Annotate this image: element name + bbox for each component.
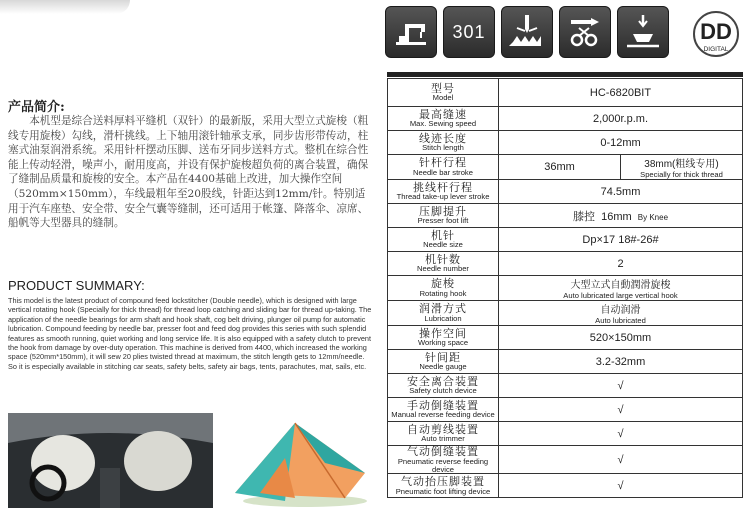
spec-label: 机针 Needle size	[388, 228, 499, 252]
spec-check: √	[499, 474, 743, 498]
spec-value: 膝控 16mm By Knee	[499, 204, 743, 228]
spec-label: 旋梭 Rotating hook	[388, 276, 499, 301]
spec-label: 最高缝速 Max. Sewing speed	[388, 107, 499, 131]
table-row	[388, 131, 743, 155]
summary-en-body: This model is the latest product of compound feed lockstitcher (Double needle), which is designed with large vertical rotating hook (Specially for thick thread) for thread loop catching and sliding bar for thread up-taking. The application of the needle bearings for arm shaft and hook shaft, cog belt driving, plunger oil pump for automatic lubrication. Compound feeding by needle bar, presser foot and feed dog provides this series with such splendid features as smooth running, quiet working and long service life. It is also equipped with a safety clutch to prevent the hook from damage by over-duty operation. This machine is derived from 4400, which increased the working space (520mm*150mm), it will sew 20 plies twisted thread at maximum, the stitch length gets to 12mm/needle. So it is especially available in stitching car seats, safety belts, safety air bags, tents, parachutes, mat, sails, etc.	[8, 296, 372, 371]
table-row	[388, 252, 743, 276]
spec-value: 2,000r.p.m.	[499, 107, 743, 131]
spec-table	[387, 78, 743, 498]
intro-cn-title: 产品简介:	[8, 100, 65, 115]
table-row	[388, 79, 743, 107]
tent-photo	[225, 413, 373, 508]
table-row	[388, 107, 743, 131]
spec-label: 机针数 Needle number	[388, 252, 499, 276]
spec-label: 压脚提升 Presser foot lift	[388, 204, 499, 228]
spec-value: 520×150mm	[499, 326, 743, 350]
table-row	[388, 276, 743, 301]
table-row	[388, 474, 743, 498]
sewing-machine-icon	[385, 6, 437, 58]
spec-value: Dp×17 18#-26#	[499, 228, 743, 252]
spec-value: HC-6820BIT	[499, 79, 743, 107]
spec-check: √	[499, 422, 743, 446]
spec-label: 手动倒缝装置 Manual reverse feeding device	[388, 398, 499, 422]
spec-value: 大型立式自動潤滑旋梭 Auto lubricated large vertical hook	[499, 276, 743, 301]
brand-logo-letters: DD	[700, 19, 732, 44]
table-row	[388, 204, 743, 228]
spec-label: 自动剪线装置 Auto trimmer	[388, 422, 499, 446]
table-row	[388, 301, 743, 326]
spec-value: 2	[499, 252, 743, 276]
car-airbag-photo	[8, 413, 213, 508]
table-row	[388, 422, 743, 446]
decorative-corner	[0, 0, 130, 14]
spec-label: 润滑方式 Lubrication	[388, 301, 499, 326]
spec-value: 36mm	[499, 155, 621, 180]
needle-feed-icon	[501, 6, 553, 58]
spec-check: √	[499, 446, 743, 474]
table-row	[388, 398, 743, 422]
feature-icon-strip	[385, 6, 669, 58]
spec-value: 0-12mm	[499, 131, 743, 155]
spec-label: 针杆行程 Needle bar stroke	[388, 155, 499, 180]
stitch-type-label: 301	[452, 21, 486, 42]
spec-value-thick-thread: 38mm(粗线专用) Specially for thick thread	[621, 155, 743, 180]
table-row	[388, 180, 743, 204]
spec-label: 针间距 Needle gauge	[388, 350, 499, 374]
table-row	[388, 228, 743, 252]
brand-logo	[692, 10, 740, 58]
brand-logo-text: DIGITAL	[703, 46, 729, 53]
spec-check: √	[499, 398, 743, 422]
table-top-rule	[387, 72, 743, 77]
table-row	[388, 326, 743, 350]
spec-label: 安全离合装置 Safety clutch device	[388, 374, 499, 398]
spec-value: 自动润滑 Auto lubricated	[499, 301, 743, 326]
table-row	[388, 350, 743, 374]
spec-value: 74.5mm	[499, 180, 743, 204]
stitch-301-icon	[443, 6, 495, 58]
spec-label: 气动抬压脚装置 Pneumatic foot lifting device	[388, 474, 499, 498]
spec-value: 3.2-32mm	[499, 350, 743, 374]
table-row	[388, 446, 743, 474]
spec-check: √	[499, 374, 743, 398]
intro-cn-body: 本机型是综合送料厚料平缝机（双针）的最新版，采用大型立式旋梭（粗线专用旋梭）勾线，滑杆挑线。上下轴用滚针轴承支承，同步齿形带传动，柱塞式油泵润滑系统。采用针杆摆动压脚、送布牙同步送料方式。整机在综合性能上传动轻滑，噪声小，耐用度高，并设有保护旋梭超负荷的离合装置，确保了缝制品质量和旋梭的安全。本产品在4400基础上改进，加大操作空间（520mm×150mm），车线最粗年至20股线，针距达到12mm/针。特别适用于汽车座垫、安全带、安全气囊等缝制，还可适用于帐篷、降落伞、凉席、船帆等大型器具的缝制。	[8, 115, 369, 230]
spec-label: 气动倒缝装置 Pneumatic reverse feeding device	[388, 446, 499, 474]
presser-foot-lift-icon	[617, 6, 669, 58]
spec-label: 挑线杆行程 Thread take-up lever stroke	[388, 180, 499, 204]
summary-en-title: PRODUCT SUMMARY:	[8, 278, 145, 293]
table-row	[388, 155, 743, 180]
table-row	[388, 374, 743, 398]
spec-label: 型号 Model	[388, 79, 499, 107]
spec-label: 操作空间 Working space	[388, 326, 499, 350]
thread-trimmer-icon	[559, 6, 611, 58]
spec-label: 线迹长度 Stitch length	[388, 131, 499, 155]
